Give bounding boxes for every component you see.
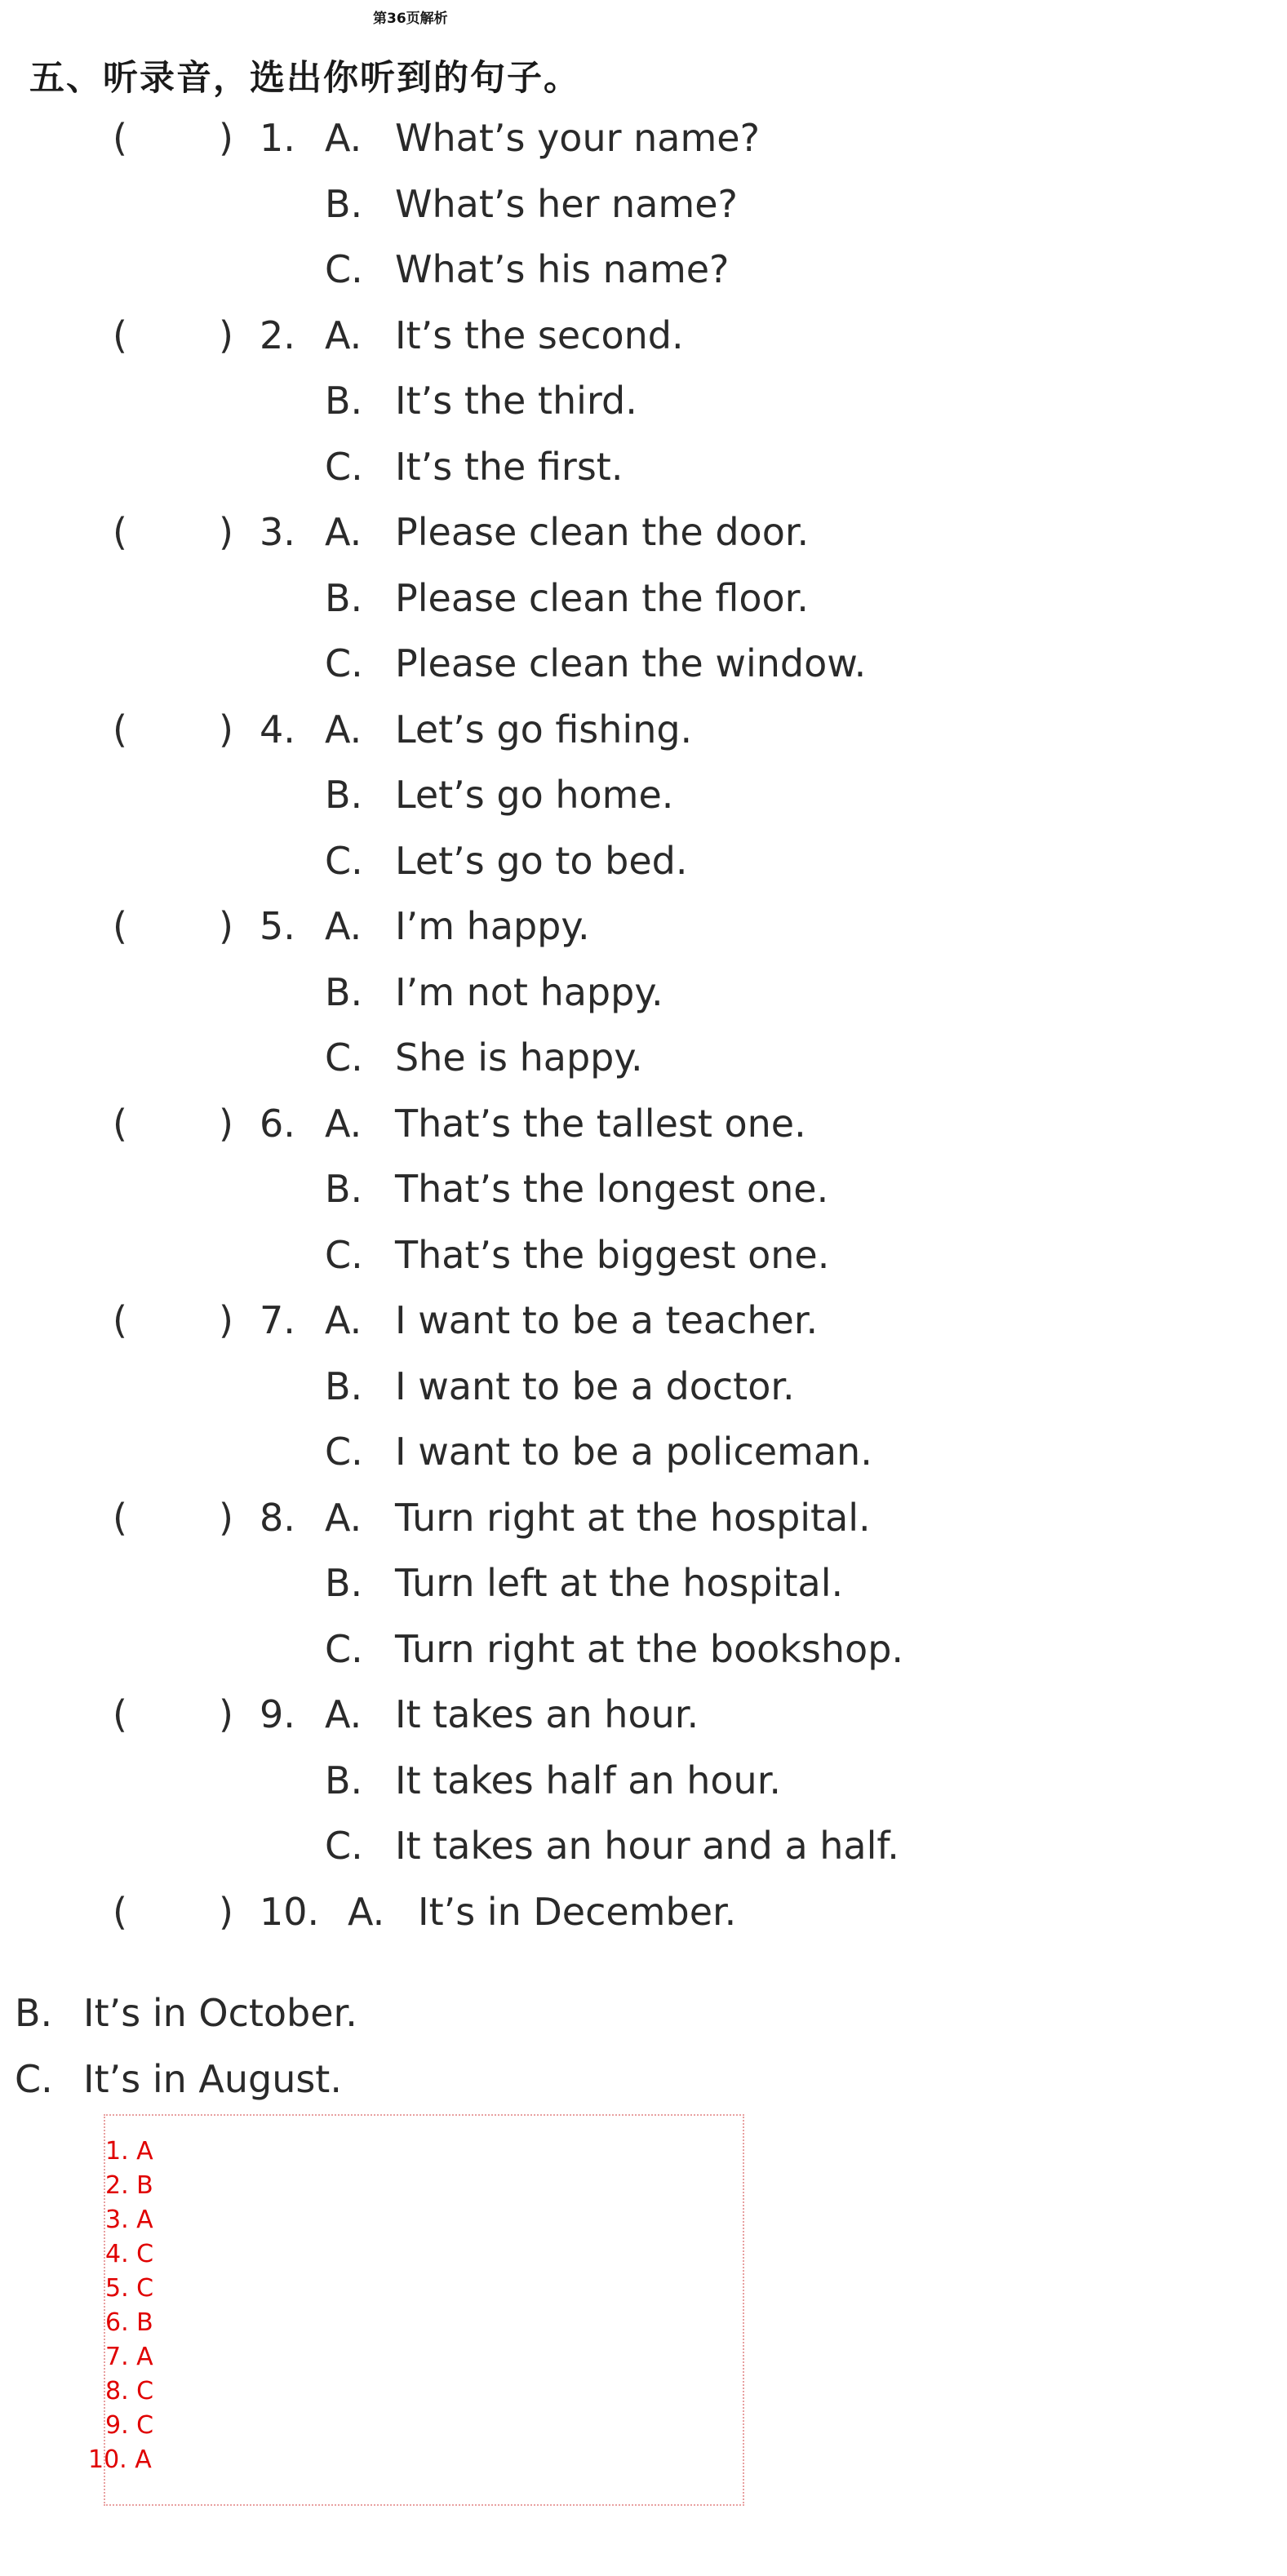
answer-paren-close: )	[219, 1889, 233, 1934]
option-text: That’s the biggest one.	[395, 1232, 830, 1277]
answer-paren-open: (	[113, 1889, 127, 1934]
option-letter: B.	[15, 1991, 53, 2035]
answer-value: C	[136, 2274, 154, 2303]
option-text: I’m happy.	[395, 904, 590, 948]
option-text: What’s your name?	[395, 116, 760, 160]
question-line	[0, 379, 1287, 428]
question-number: 10.	[260, 1889, 320, 1934]
answer-paren-open: (	[113, 313, 127, 357]
question-number: 2.	[260, 313, 295, 357]
answer-paren-close: )	[219, 313, 233, 357]
question-line	[0, 1430, 1287, 1479]
question-line	[0, 247, 1287, 296]
option-letter: A.	[348, 1889, 385, 1934]
answer-value: C	[136, 2240, 154, 2268]
option-letter: B.	[325, 379, 363, 423]
question-number: 5.	[260, 904, 295, 948]
option-text: It’s in December.	[418, 1889, 737, 1934]
option-letter: A.	[325, 116, 362, 160]
option-letter: C.	[15, 2056, 53, 2101]
section-title: 五、听录音，选出你听到的句子。	[29, 58, 580, 99]
question-number: 4.	[260, 707, 295, 752]
answer-number: 2.	[105, 2171, 129, 2200]
answer-paren-open: (	[113, 1495, 127, 1540]
answer-number: 7.	[105, 2343, 129, 2371]
answer-value: C	[136, 2377, 154, 2405]
option-letter: B.	[325, 1363, 363, 1408]
option-letter: A.	[325, 707, 362, 752]
question-line	[0, 1561, 1287, 1610]
option-letter: A.	[325, 510, 362, 554]
answer-paren-open: (	[113, 116, 127, 160]
option-letter: B.	[325, 1561, 363, 1605]
option-text: It takes half an hour.	[395, 1758, 782, 1802]
question-line	[0, 510, 1287, 559]
option-text: Please clean the window.	[395, 641, 867, 685]
question-line	[0, 641, 1287, 690]
question-line	[0, 1167, 1287, 1216]
question-number: 8.	[260, 1495, 295, 1540]
question-line	[0, 1758, 1287, 1807]
answer-number: 5.	[105, 2274, 129, 2303]
question-number: 9.	[260, 1692, 295, 1736]
option-text: I want to be a teacher.	[395, 1298, 819, 1342]
option-text: It’s in August.	[83, 2056, 342, 2101]
answer-line	[105, 2274, 154, 2303]
option-text: Let’s go to bed.	[395, 838, 688, 883]
option-letter: A.	[325, 1495, 362, 1540]
answer-value: A	[136, 2343, 153, 2371]
question-line	[0, 1824, 1287, 1873]
question-line	[0, 773, 1287, 822]
question-line	[0, 1035, 1287, 1084]
option-letter: C.	[325, 838, 363, 883]
answer-value: A	[136, 2137, 153, 2166]
option-letter: B.	[325, 773, 363, 817]
question-line	[0, 1889, 1287, 1939]
answer-paren-open: (	[113, 904, 127, 948]
option-letter: C.	[325, 1035, 363, 1080]
question-line	[0, 838, 1287, 888]
option-text: Turn right at the hospital.	[395, 1495, 871, 1540]
answer-paren-close: )	[219, 1692, 233, 1736]
answer-line	[105, 2171, 153, 2200]
answer-number: 6.	[105, 2308, 129, 2337]
question-line	[0, 181, 1287, 231]
option-letter: C.	[325, 1430, 363, 1474]
answer-paren-close: )	[219, 707, 233, 752]
option-text: That’s the tallest one.	[395, 1101, 806, 1146]
answer-box	[104, 2114, 744, 2506]
answer-paren-close: )	[219, 116, 233, 160]
answer-number: 10.	[88, 2445, 127, 2474]
option-letter: C.	[325, 1626, 363, 1671]
answer-paren-open: (	[113, 1101, 127, 1146]
question-line	[0, 707, 1287, 756]
option-letter: A.	[325, 1101, 362, 1146]
option-text: It’s in October.	[83, 1991, 357, 2035]
question-line	[0, 904, 1287, 953]
answer-paren-close: )	[219, 510, 233, 554]
answer-number: 4.	[105, 2240, 129, 2268]
option-letter: A.	[325, 904, 362, 948]
answer-line	[105, 2208, 153, 2232]
option-text: Please clean the door.	[395, 510, 810, 554]
question-number: 6.	[260, 1101, 295, 1146]
option-text: Let’s go fishing.	[395, 707, 693, 752]
answer-value: A	[136, 2206, 153, 2234]
option-letter: A.	[325, 1692, 362, 1736]
answer-paren-open: (	[113, 1692, 127, 1736]
answer-value: A	[135, 2445, 152, 2474]
question-number: 3.	[260, 510, 295, 554]
question-line	[0, 1363, 1287, 1413]
answer-number: 3.	[105, 2206, 129, 2234]
option-letter: A.	[325, 313, 362, 357]
question-line	[0, 116, 1287, 165]
option-text: She is happy.	[395, 1035, 643, 1080]
option-letter: A.	[325, 1298, 362, 1342]
option-text: What’s his name?	[395, 247, 730, 291]
answer-paren-close: )	[219, 1495, 233, 1540]
answer-line	[105, 2345, 153, 2370]
answer-paren-close: )	[219, 1298, 233, 1342]
answer-value: B	[136, 2171, 153, 2200]
answer-paren-close: )	[219, 904, 233, 948]
option-text: Let’s go home.	[395, 773, 674, 817]
option-text: I want to be a policeman.	[395, 1430, 872, 1474]
option-text: I’m not happy.	[395, 969, 663, 1014]
answer-value: B	[136, 2308, 153, 2337]
option-letter: B.	[325, 1758, 363, 1802]
question-line	[0, 313, 1287, 362]
answer-line	[105, 2411, 154, 2440]
answer-line	[105, 2379, 153, 2404]
answer-paren-close: )	[219, 1101, 233, 1146]
question-line	[0, 1626, 1287, 1676]
option-letter: B.	[325, 1167, 363, 1211]
option-text: What’s her name?	[395, 181, 738, 226]
option-letter: B.	[325, 969, 363, 1014]
option-text: That’s the longest one.	[395, 1167, 829, 1211]
option-letter: C.	[325, 641, 363, 685]
answer-line	[105, 2308, 153, 2337]
question-line	[0, 444, 1287, 494]
answer-number: 9.	[105, 2411, 129, 2440]
question-number: 1.	[260, 116, 295, 160]
option-text: Turn right at the bookshop.	[395, 1626, 904, 1671]
option-text: It’s the second.	[395, 313, 684, 357]
question-line	[0, 1692, 1287, 1741]
option-letter: C.	[325, 444, 363, 489]
option-text: Turn left at the hospital.	[395, 1561, 844, 1605]
question-line	[0, 1495, 1287, 1545]
option-letter: C.	[325, 247, 363, 291]
question-line	[0, 969, 1287, 1019]
question-number: 7.	[260, 1298, 295, 1342]
option-text: It takes an hour.	[395, 1692, 699, 1736]
answer-line	[88, 2445, 152, 2474]
question-line	[0, 1232, 1287, 1282]
question-line	[0, 575, 1287, 625]
question-line	[0, 2056, 1287, 2106]
answer-line	[105, 2242, 153, 2267]
page-label: 第36页解析	[373, 11, 448, 27]
option-text: I want to be a doctor.	[395, 1363, 795, 1408]
answer-paren-open: (	[113, 707, 127, 752]
option-letter: C.	[325, 1232, 363, 1277]
option-letter: B.	[325, 575, 363, 620]
option-letter: C.	[325, 1824, 363, 1868]
option-text: It’s the third.	[395, 379, 637, 423]
answer-paren-open: (	[113, 1298, 127, 1342]
answer-number: 1.	[105, 2137, 129, 2166]
option-text: Please clean the floor.	[395, 575, 809, 620]
option-text: It takes an hour and a half.	[395, 1824, 899, 1868]
answer-number: 8.	[105, 2377, 129, 2405]
answer-paren-open: (	[113, 510, 127, 554]
question-line	[0, 1298, 1287, 1347]
answer-value: C	[136, 2411, 154, 2440]
question-line	[0, 1101, 1287, 1151]
option-letter: B.	[325, 181, 363, 226]
answer-line	[105, 2139, 153, 2164]
option-text: It’s the first.	[395, 444, 624, 489]
question-line	[0, 1991, 1287, 2040]
